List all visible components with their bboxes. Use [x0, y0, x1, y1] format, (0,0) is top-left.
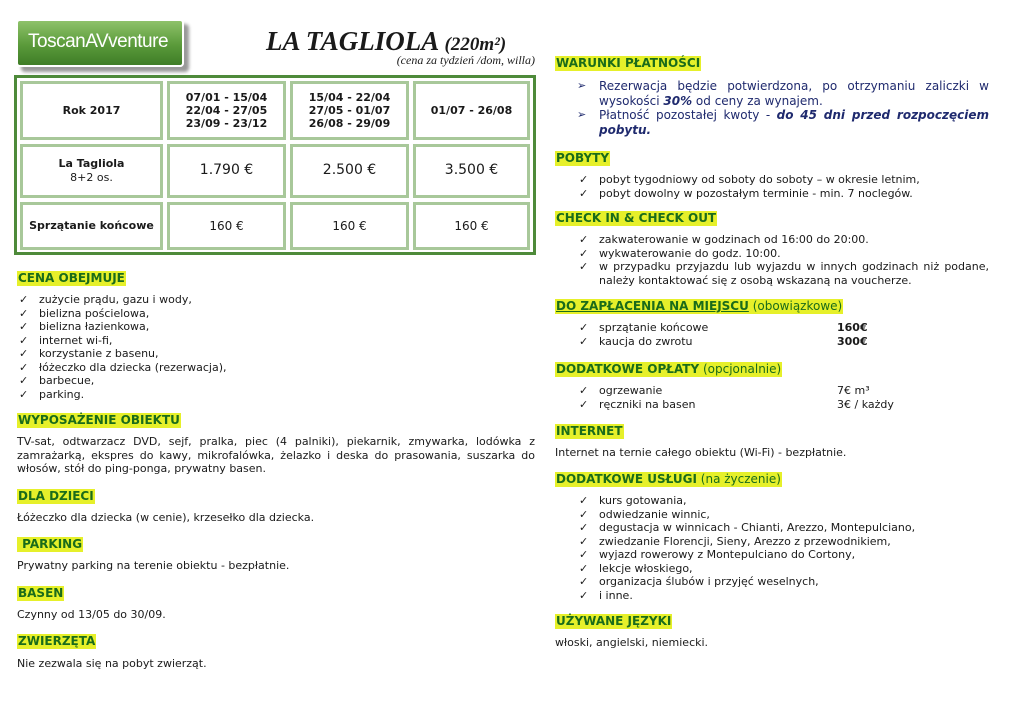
included-list — [17, 293, 527, 401]
equipment-text: TV-sat, odtwarzacz DVD, sejf, pralka, piec (4 palniki), piekarnik, zmywarka, lodówka z zamrażarką, ekspres do kawy, mikrofalówka, żelazko i deska do prasowania, suszarka do włosów, stół do ping-ponga, prywatny basen. — [17, 435, 535, 475]
section-title-warunki: WARUNKI PŁATNOŚCI — [556, 56, 701, 70]
list-item-text: pobyt tygodniowy od soboty do soboty – w okresie letnim, — [599, 173, 920, 186]
list-item-text: wyjazd rowerowy z Montepulciano do Cortony, — [599, 548, 856, 561]
checkin-list — [577, 233, 989, 287]
list-item-text: zwiedzanie Florencji, Sieny, Arezzo z przewodnikiem, — [599, 534, 891, 548]
list-item — [577, 260, 989, 287]
check-icon: ✓ — [579, 588, 589, 602]
pool-text: Czynny od 13/05 do 30/09. — [17, 608, 166, 621]
fee-value: 160€ — [837, 321, 868, 334]
list-item — [17, 334, 527, 348]
cleaning-price: 160 € — [209, 219, 244, 233]
check-icon: ✓ — [579, 233, 589, 246]
list-item-text: barbecue, — [39, 374, 95, 387]
brand-logo — [16, 19, 184, 67]
list-item-text: zużycie prądu, gazu i wody, — [39, 293, 192, 306]
section-title-wyposazenie: WYPOSAŻENIE OBIEKTU — [18, 413, 180, 427]
period-header-3 — [413, 81, 530, 140]
section-title-basen: BASEN — [18, 586, 64, 600]
house-capacity: 8+2 os. — [70, 171, 113, 184]
section-title-text: DODATKOWE OPŁATY — [556, 362, 700, 376]
check-icon: ✓ — [19, 387, 29, 401]
list-item — [17, 374, 527, 388]
row-cleaning-label — [20, 202, 163, 250]
list-item-text: korzystanie z basenu, — [39, 347, 159, 360]
list-item-text: lekcje włoskiego, — [599, 561, 693, 575]
list-item — [577, 233, 989, 247]
check-icon: ✓ — [579, 246, 589, 260]
list-item — [577, 535, 989, 549]
deposit-percent: 30% — [663, 93, 693, 108]
services-list — [577, 494, 989, 602]
list-item-text: parking. — [39, 387, 85, 401]
year-label: Rok 2017 — [62, 104, 121, 117]
section-title-zwierzeta: ZWIERZĘTA — [18, 634, 96, 648]
check-icon: ✓ — [579, 494, 589, 507]
section-title-cena-obejmuje: CENA OBEJMUJE — [18, 271, 125, 285]
fee-label: ręczniki na basen — [599, 397, 696, 411]
check-icon: ✓ — [19, 374, 29, 387]
period-header-2 — [290, 81, 409, 140]
term-text: Płatność pozostałej kwoty - — [599, 108, 777, 122]
cleaning-price-cell — [413, 202, 530, 250]
fee-value: 3€ / każdy — [837, 397, 894, 411]
list-item — [577, 398, 989, 412]
check-icon: ✓ — [579, 260, 589, 273]
check-icon: ✓ — [579, 507, 589, 521]
list-item-text: łóżeczko dla dziecka (rezerwacja), — [39, 360, 227, 374]
check-icon: ✓ — [19, 320, 29, 333]
period-2-line-2: 27/05 - 01/07 — [308, 104, 391, 117]
fee-label: kaucja do zwrotu — [599, 334, 693, 348]
section-title-uslugi — [555, 472, 782, 487]
list-item-text: degustacja w winnicach - Chianti, Arezzo, Montepulciano, — [599, 521, 916, 534]
price-cell — [167, 144, 286, 198]
year-header — [20, 81, 163, 140]
section-title-na-miejscu — [555, 299, 843, 314]
check-icon: ✓ — [579, 561, 589, 575]
list-item-text: organizacja ślubów i przyjęć weselnych, — [599, 575, 819, 588]
cleaning-price-cell — [167, 202, 286, 250]
list-item — [577, 575, 989, 589]
list-item — [577, 173, 989, 187]
section-title-pobyty: POBYTY — [556, 151, 610, 165]
price-cell — [290, 144, 409, 198]
period-3-line-1: 01/07 - 26/08 — [430, 104, 513, 117]
fee-label: sprzątanie końcowe — [599, 321, 709, 334]
house-name: La Tagliola — [58, 157, 125, 170]
stays-list — [577, 173, 989, 200]
section-title-text: DODATKOWE USŁUGI — [556, 472, 697, 486]
check-icon: ✓ — [579, 321, 589, 334]
title-name: LA TAGLIOLA — [266, 26, 438, 56]
section-title-checkin: CHECK IN & CHECK OUT — [556, 211, 717, 225]
list-item — [17, 320, 527, 334]
section-title-jezyki: UŻYWANE JĘZYKI — [556, 614, 672, 628]
check-icon: ✓ — [579, 575, 589, 588]
fee-value: 300€ — [837, 334, 868, 348]
section-title-parking: PARKING — [18, 537, 83, 551]
list-item — [577, 589, 989, 603]
list-item-text: w przypadku przyjazdu lub wyjazdu w innych godzinach niż podane, należy kontaktować się z osobą wskazaną na voucherze. — [599, 260, 989, 287]
term-text: od ceny za wynajem. — [692, 93, 823, 108]
check-icon: ✓ — [19, 306, 29, 320]
onsite-fees-list — [577, 321, 989, 348]
list-item — [577, 187, 989, 201]
parking-text: Prywatny parking na terenie obiektu - bezpłatnie. — [17, 559, 290, 572]
cleaning-price: 160 € — [454, 219, 489, 233]
section-note: (na życzenie) — [696, 472, 781, 486]
list-item-text: pobyt dowolny w pozostałym terminie - min. 7 noclegów. — [599, 186, 913, 200]
list-item — [577, 321, 989, 335]
list-item — [577, 494, 989, 508]
list-item-text: internet wi-fi, — [39, 333, 113, 347]
fee-value: 7€ m³ — [837, 384, 870, 397]
section-title-dla-dzieci: DLA DZIECI — [18, 489, 94, 503]
logo-text: ToscanAVventure — [28, 31, 169, 52]
check-icon: ✓ — [579, 521, 589, 534]
list-item — [17, 293, 527, 307]
list-item — [577, 562, 989, 576]
check-icon: ✓ — [19, 333, 29, 347]
check-icon: ✓ — [579, 397, 589, 411]
arrow-icon: ➢ — [577, 79, 587, 92]
list-item — [17, 388, 527, 402]
row-house-label — [20, 144, 163, 198]
pets-text: Nie zezwala się na pobyt zwierząt. — [17, 657, 207, 670]
arrow-icon: ➢ — [577, 108, 587, 121]
check-icon: ✓ — [19, 360, 29, 374]
payment-deadline: do 45 dni przed rozpoczęciem pobytu. — [599, 108, 989, 137]
list-item-text: odwiedzanie winnic, — [599, 507, 710, 521]
list-item — [577, 335, 989, 349]
check-icon: ✓ — [579, 334, 589, 348]
check-icon: ✓ — [579, 384, 589, 397]
section-note: (obowiązkowe) — [748, 299, 843, 313]
check-icon: ✓ — [579, 186, 589, 200]
cleaning-price: 160 € — [332, 219, 367, 233]
list-item — [577, 508, 989, 522]
price-cell — [413, 144, 530, 198]
check-icon: ✓ — [19, 347, 29, 360]
price-value: 1.790 € — [199, 162, 254, 179]
list-item-text: bielizna łazienkowa, — [39, 320, 150, 333]
price-subtitle: (cena za tydzień /dom, willa) — [396, 53, 535, 67]
term-text: Rezerwacja będzie potwierdzona, po otrzymaniu zaliczki w wysokości — [599, 79, 989, 108]
period-2-line-3: 26/08 - 29/09 — [308, 117, 391, 130]
section-title-text: DO ZAPŁACENIA NA MIEJSCU — [556, 299, 749, 313]
period-1-line-3: 23/09 - 23/12 — [185, 117, 268, 130]
list-item — [555, 79, 989, 108]
list-item — [17, 307, 527, 321]
list-item-text: kurs gotowania, — [599, 494, 687, 507]
children-text: Łóżeczko dla dziecka (w cenie), krzesełko dla dziecka. — [17, 511, 315, 524]
section-title-dodatkowe-oplaty — [555, 362, 782, 377]
languages-text: włoski, angielski, niemiecki. — [555, 636, 709, 649]
check-icon: ✓ — [579, 173, 589, 186]
list-item — [17, 361, 527, 375]
title-area: (220m²) — [444, 34, 507, 55]
list-item — [555, 108, 989, 137]
period-2-line-1: 15/04 - 22/04 — [308, 91, 391, 104]
payment-terms-list — [555, 79, 989, 137]
check-icon: ✓ — [579, 534, 589, 548]
list-item — [17, 347, 527, 361]
list-item — [577, 247, 989, 261]
list-item-text: i inne. — [599, 588, 633, 602]
period-1-line-1: 07/01 - 15/04 — [185, 91, 268, 104]
section-note: (opcjonalnie) — [699, 362, 782, 376]
list-item-text: zakwaterowanie w godzinach od 16:00 do 20:00. — [599, 233, 869, 246]
fee-label: ogrzewanie — [599, 384, 663, 397]
period-header-1 — [167, 81, 286, 140]
list-item-text: wykwaterowanie do godz. 10:00. — [599, 246, 781, 260]
section-title-internet: INTERNET — [556, 424, 623, 438]
list-item — [577, 521, 989, 535]
list-item — [577, 548, 989, 562]
price-value: 3.500 € — [444, 162, 499, 179]
check-icon: ✓ — [579, 548, 589, 561]
extra-fees-list — [577, 384, 989, 411]
cleaning-label: Sprzątanie końcowe — [29, 219, 154, 232]
period-1-line-2: 22/04 - 27/05 — [185, 104, 268, 117]
internet-text: Internet na ternie całego obiektu (Wi-Fi) - bezpłatnie. — [555, 446, 847, 459]
price-table — [14, 75, 536, 255]
list-item — [577, 384, 989, 398]
price-value: 2.500 € — [322, 162, 377, 179]
cleaning-price-cell — [290, 202, 409, 250]
list-item-text: bielizna pościelowa, — [39, 306, 150, 320]
check-icon: ✓ — [19, 293, 29, 306]
